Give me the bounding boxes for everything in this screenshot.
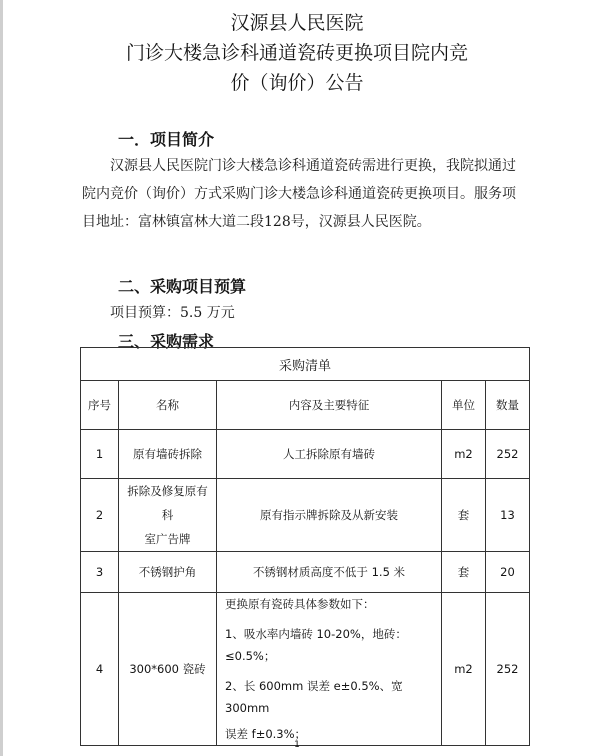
cell-name-line2: 室广告牌 [144, 532, 191, 546]
cell-unit: 套 [442, 552, 486, 593]
cell-no: 2 [81, 479, 119, 552]
header-desc: 内容及主要特征 [217, 381, 442, 430]
cell-spec [217, 593, 442, 746]
cell-name [119, 479, 217, 552]
spec-line: 1、吸水率内墙砖 10-20%，地砖：≤0.5%； [225, 627, 407, 663]
cell-desc: 原有指示牌拆除及从新安装 [217, 479, 442, 552]
table-row [81, 593, 530, 746]
cell-qty: 13 [486, 479, 530, 552]
cell-no: 3 [81, 552, 119, 593]
section2-heading: 二、采购项目预算 [118, 277, 247, 296]
cell-qty: 252 [486, 430, 530, 479]
spec-line: 2、长 600mm 误差 e±0.5%、宽 300mm [225, 679, 403, 715]
cell-desc: 不锈钢材质高度不低于 1.5 米 [217, 552, 442, 593]
cell-unit: m2 [442, 430, 486, 479]
section1-body: 汉源县人民医院门诊大楼急诊科通道瓷砖需进行更换，我院拟通过院内竞价（询价）方式采购门诊大楼急诊科通道瓷砖更换项目。服务项目地址：富林镇富林大道二段128号，汉源县人民医院。 [82, 158, 516, 230]
cell-no: 1 [81, 430, 119, 479]
header-name: 名称 [119, 381, 217, 430]
header-no: 序号 [81, 381, 119, 430]
cell-no: 4 [81, 593, 119, 746]
procurement-table [80, 347, 530, 746]
cell-qty: 20 [486, 552, 530, 593]
spec-line: 更换原有瓷砖具体参数如下： [225, 597, 375, 611]
spec-line: 误差 f±0.3%； [225, 727, 307, 741]
cell-qty: 252 [486, 593, 530, 746]
cell-name-line1: 拆除及修复原有科 [127, 484, 208, 522]
section1-heading: 一．项目简介 [118, 130, 215, 149]
table-header-row [81, 381, 530, 430]
header-unit: 单位 [442, 381, 486, 430]
table-row [81, 552, 530, 593]
document-title-line3: 价（询价）公告 [230, 72, 364, 94]
table-caption: 采购清单 [81, 348, 530, 381]
scan-edge [0, 0, 3, 756]
budget-text: 项目预算：5.5 万元 [110, 305, 235, 321]
table-row [81, 430, 530, 479]
cell-desc: 人工拆除原有墙砖 [217, 430, 442, 479]
cell-name: 不锈钢护角 [119, 552, 217, 593]
document-title-line1: 汉源县人民医院 [230, 12, 364, 34]
cell-name: 原有墙砖拆除 [119, 430, 217, 479]
header-qty: 数量 [486, 381, 530, 430]
table-row [81, 479, 530, 552]
cell-unit: m2 [442, 593, 486, 746]
cell-name: 300*600 瓷砖 [119, 593, 217, 746]
section3-heading: 三、采购需求 [118, 332, 215, 351]
page-number: 1 [294, 740, 300, 750]
document-title-line2: 门诊大楼急诊科通道瓷砖更换项目院内竞 [125, 42, 468, 64]
cell-unit: 套 [442, 479, 486, 552]
